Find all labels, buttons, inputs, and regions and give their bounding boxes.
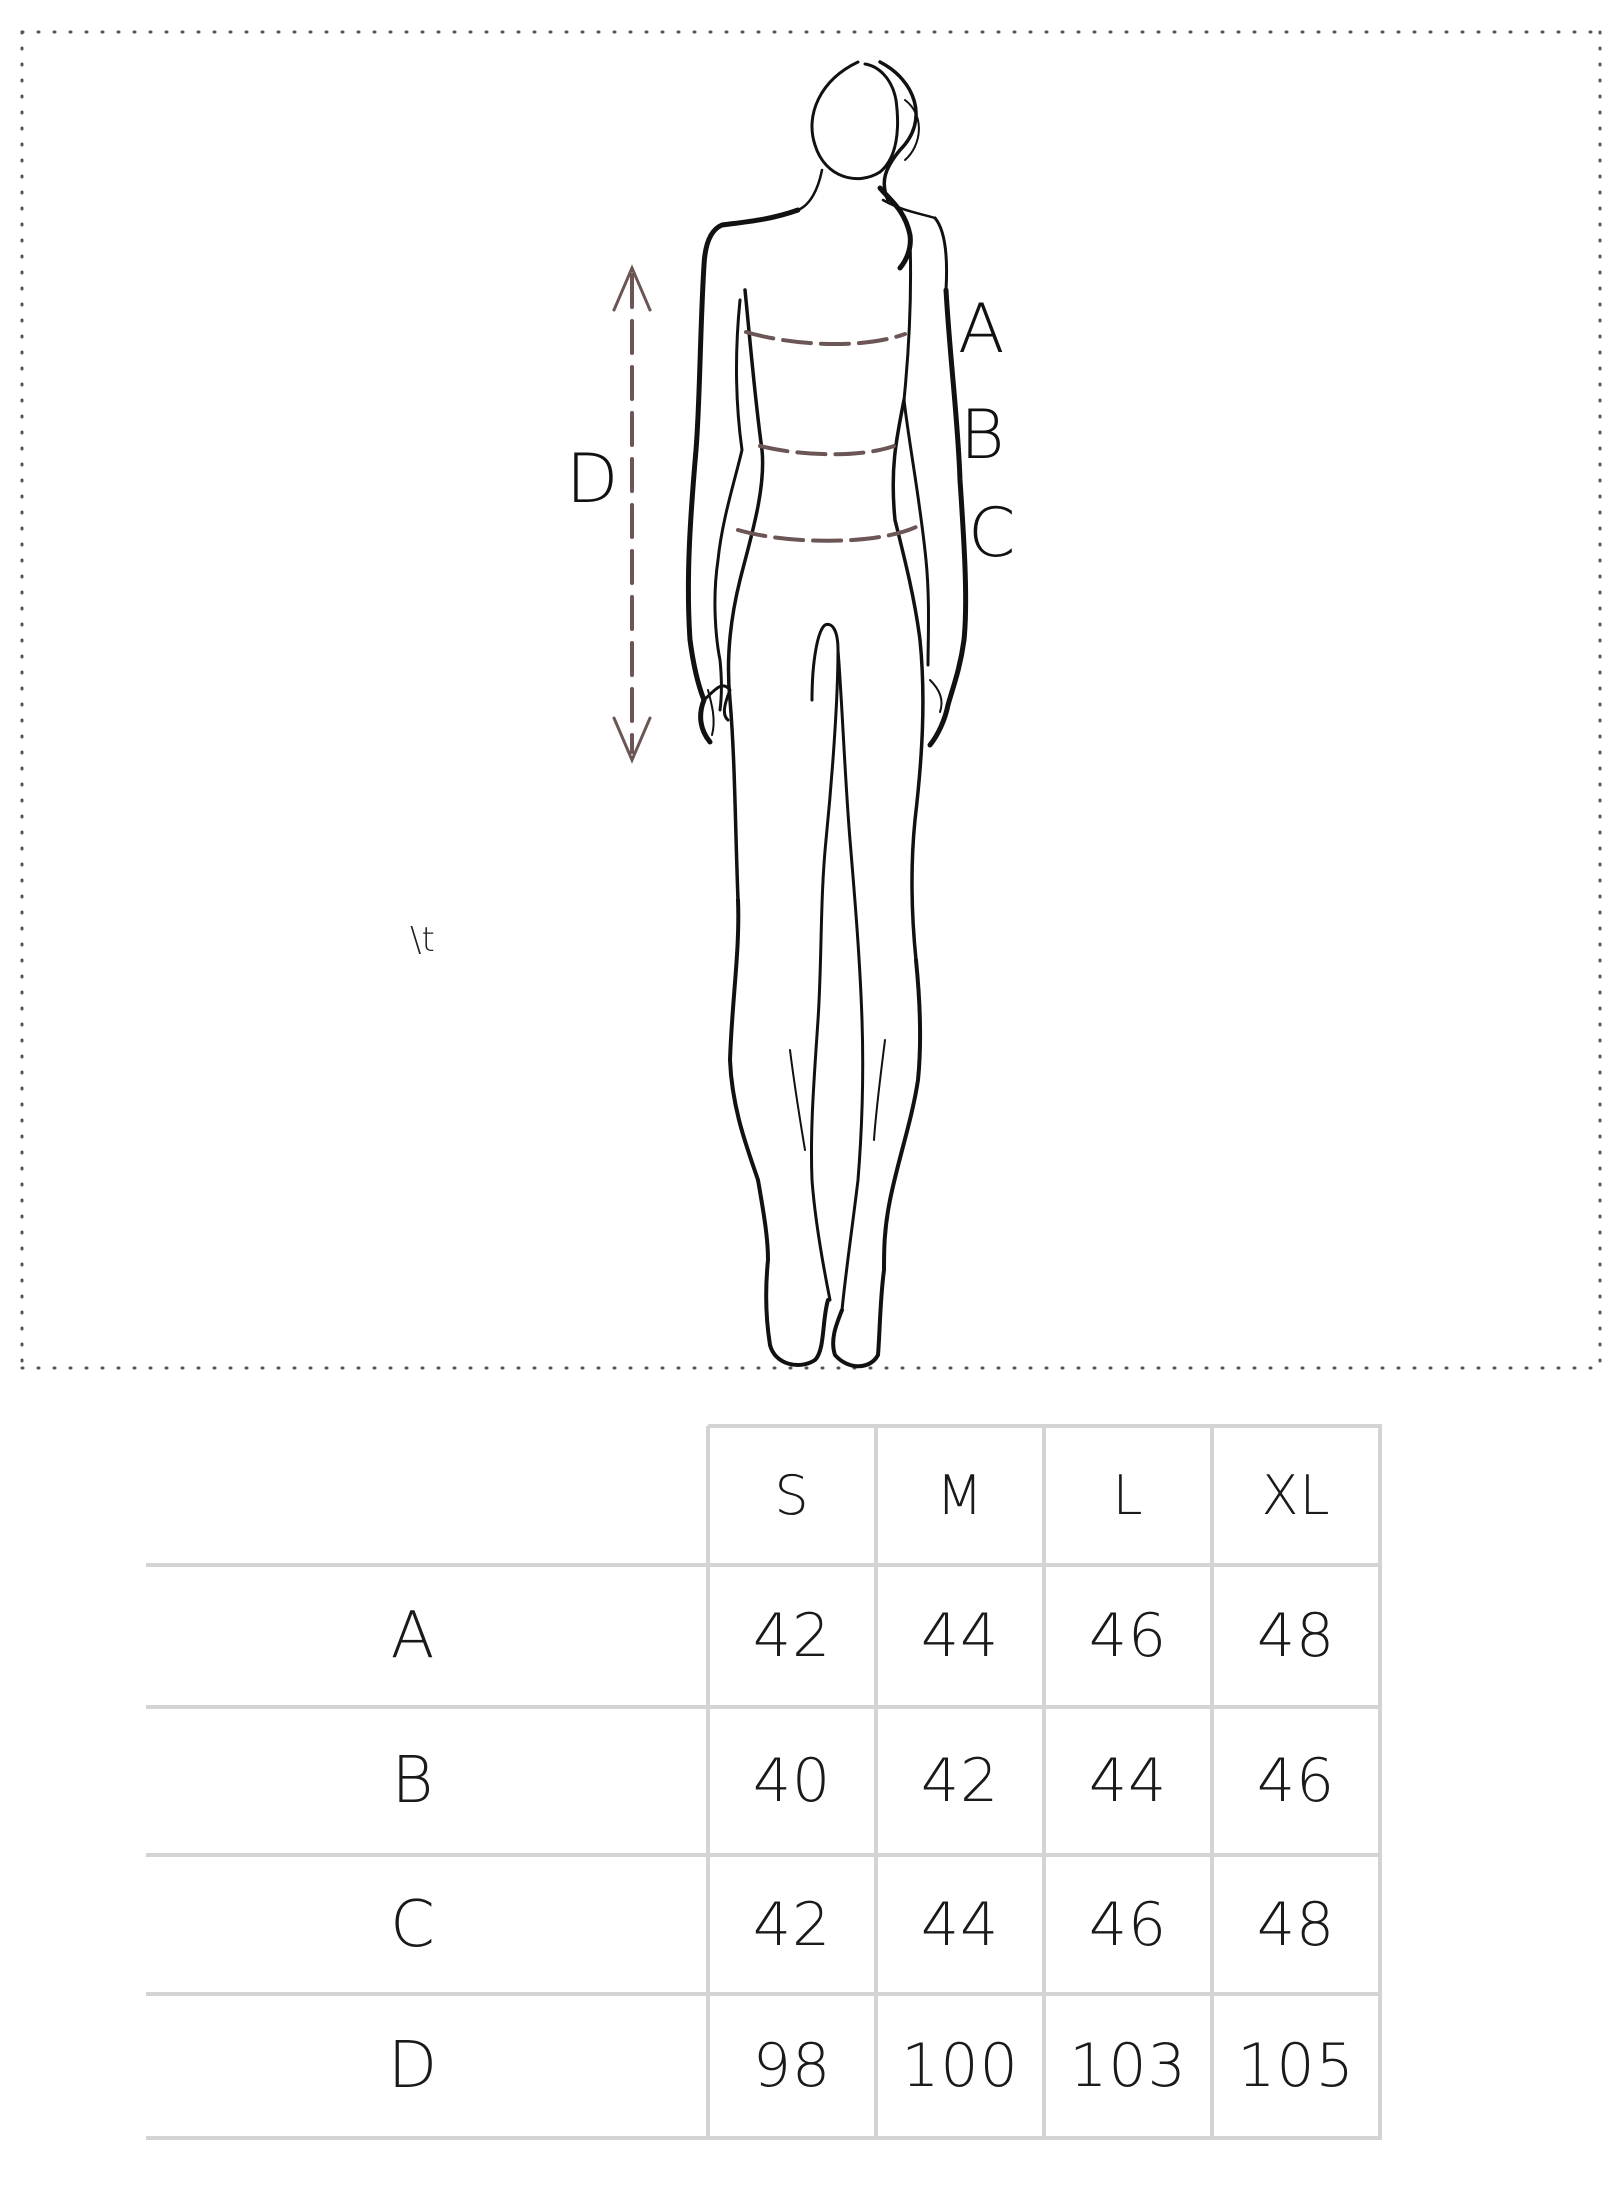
table-cell: 44 xyxy=(920,1889,1000,1960)
table-cell: 42 xyxy=(752,1889,832,1960)
table-cell: 42 xyxy=(752,1601,832,1671)
label-c: C xyxy=(968,494,1016,573)
table-cell: 46 xyxy=(1088,1889,1168,1960)
label-d: D xyxy=(566,440,619,519)
table-cell: 105 xyxy=(1237,2031,1355,2101)
table-cell: 48 xyxy=(1256,1601,1336,1671)
table-cell: 46 xyxy=(1256,1746,1336,1816)
table-cell: 46 xyxy=(1088,1601,1168,1671)
table-cell: 40 xyxy=(752,1746,832,1816)
table-cell: 100 xyxy=(901,2031,1019,2101)
table-cell: 44 xyxy=(1088,1746,1168,1816)
row-label-c: C xyxy=(390,1887,436,1962)
label-b: B xyxy=(960,396,1005,475)
row-label-a: A xyxy=(390,1599,436,1673)
table-cell: 44 xyxy=(920,1601,1000,1671)
size-header-l: L xyxy=(1112,1464,1144,1527)
size-header-xl: XL xyxy=(1261,1464,1331,1527)
table-cell: 103 xyxy=(1069,2031,1187,2101)
table-cell: 42 xyxy=(920,1746,1000,1816)
size-header-m: M xyxy=(936,1464,984,1527)
label-a: A xyxy=(958,290,1005,369)
stray-mark: \t xyxy=(410,920,435,960)
row-label-b: B xyxy=(391,1744,435,1818)
row-label-d: D xyxy=(387,2029,439,2103)
size-header-s: S xyxy=(774,1464,810,1527)
table-cell: 98 xyxy=(752,2031,832,2101)
table-cell: 48 xyxy=(1256,1889,1336,1960)
